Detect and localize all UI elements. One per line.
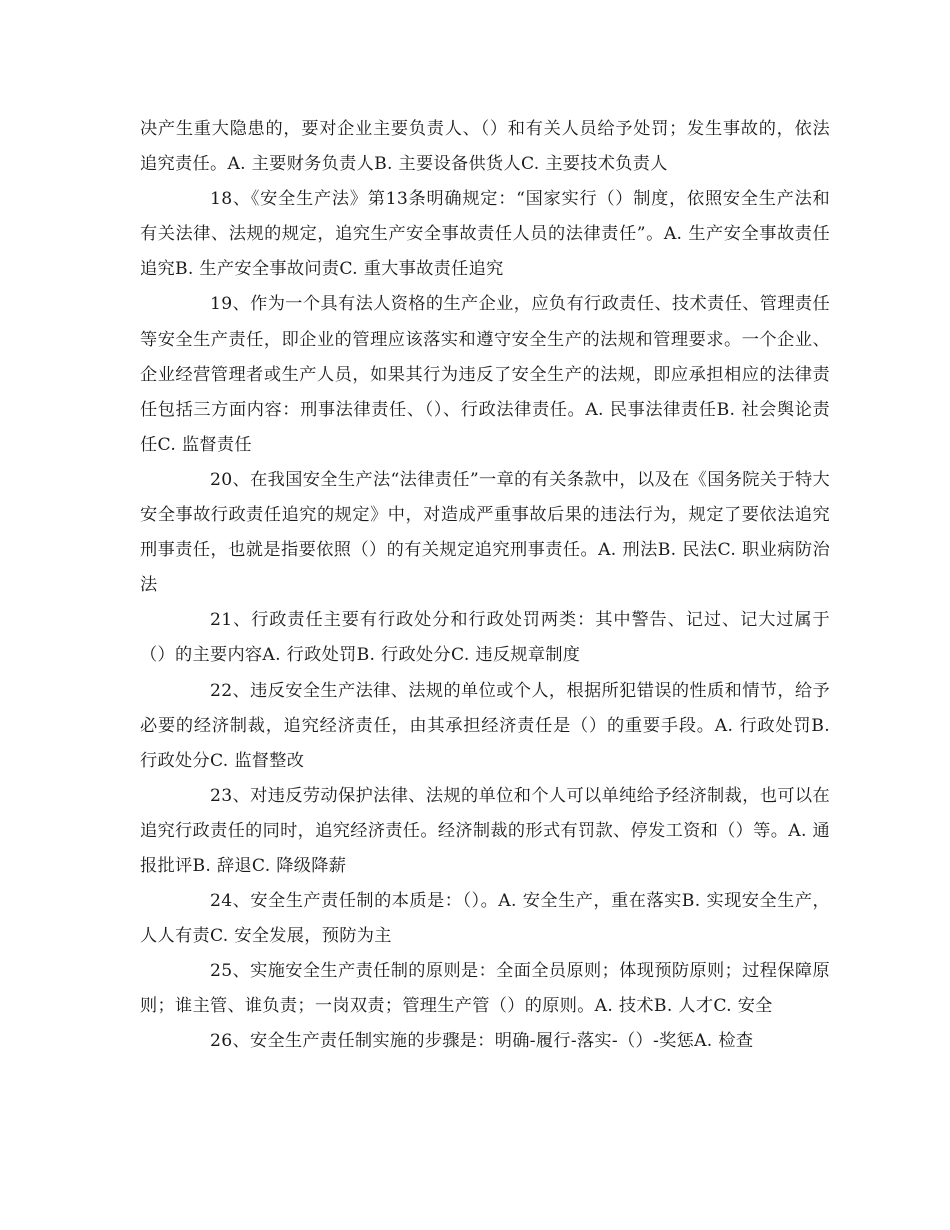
question-25: 25、实施安全生产责任制的原则是：全面全员原则；体现预防原则；过程保障原则；谁主管、谁负责；一岗双责；管理生产管（）的原则。A. 技术B. 人才C. 安全: [140, 961, 830, 1017]
question-20: 20、在我国安全生产法“法律责任”一章的有关条款中，以及在《国务院关于特大安全事故行政责任追究的规定》中，对造成严重事故后果的违法行为，规定了要依法追究刑事责任，也就是指要依照（）的有关规定追究刑事责任。A. 刑法B. 民法C. 职业病防治法: [140, 469, 830, 596]
question-24: 24、安全生产责任制的本质是：（）。A. 安全生产，重在落实B. 实现安全生产，人人有责C. 安全发展，预防为主: [140, 891, 830, 947]
question-19: 19、作为一个具有法人资格的生产企业，应负有行政责任、技术责任、管理责任等安全生产责任，即企业的管理应该落实和遵守安全生产的法规和管理要求。一个企业、企业经营管理者或生产人员，如果其行为违反了安全生产的法规，即应承担相应的法律责任包括三方面内容：刑事法律责任、（）、行政法律责任。A. 民事法律责任B. 社会舆论责任C. 监督责任: [140, 294, 830, 455]
question-26: 26、安全生产责任制实施的步骤是：明确-履行-落实-（）-奖惩A. 检查: [210, 1031, 754, 1052]
question-21: 21、行政责任主要有行政处分和行政处罚两类：其中警告、记过、记大过属于（）的主要内容A. 行政处罚B. 行政处分C. 违反规章制度: [140, 610, 830, 666]
document-page: [140, 112, 830, 1060]
question-22: 22、违反安全生产法律、法规的单位或个人，根据所犯错误的性质和情节，给予必要的经济制裁，追究经济责任，由其承担经济责任是（）的重要手段。A. 行政处罚B. 行政处分C. 监督整改: [140, 680, 830, 771]
question-18: 18、《安全生产法》第13条明确规定：“国家实行（）制度，依照安全生产法和有关法律、法规的规定，追究生产安全事故责任人员的法律责任”。A. 生产安全事故责任追究B. 生产安全事故问责C. 重大事故责任追究: [140, 189, 830, 280]
question-23: 23、对违反劳动保护法律、法规的单位和个人可以单纯给予经济制裁，也可以在追究行政责任的同时，追究经济责任。经济制裁的形式有罚款、停发工资和（）等。A. 通报批评B. 辞退C. 降级降薪: [140, 785, 830, 876]
paragraph-17-continued: 决产生重大隐患的，要对企业主要负责人、（）和有关人员给予处罚；发生事故的，依法追究责任。A. 主要财务负责人B. 主要设备供货人C. 主要技术负责人: [140, 119, 830, 175]
